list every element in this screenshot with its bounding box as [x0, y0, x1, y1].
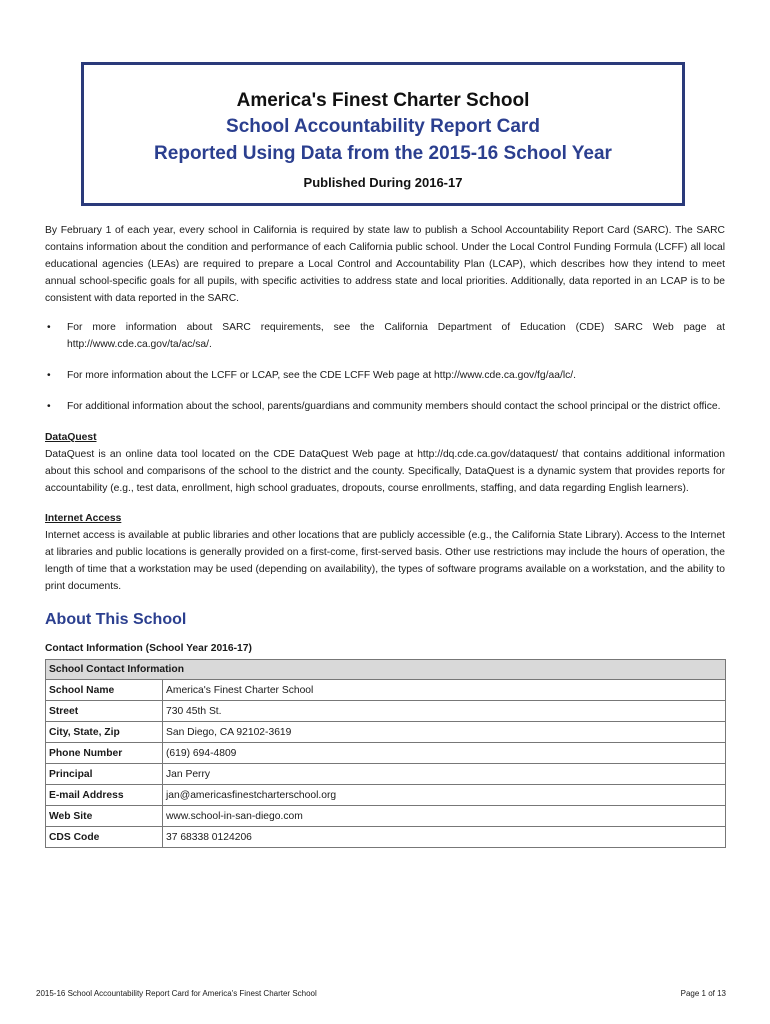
- bullet-contact-info: [45, 398, 725, 415]
- row-label: Phone Number: [46, 743, 163, 764]
- dataquest-text: DataQuest is an online data tool located on the CDE DataQuest Web page at http://dq.cde.ca.gov/dataquest/ that contains additional information about this school and comparisons of the school to the district and the county. Specifically, DataQuest is a dynamic system that provides reports for accountability (e.g., test data, enrollment, high school graduates, dropouts, course enrollments, staffing, and data regarding English learners).: [45, 449, 725, 494]
- table-row: [46, 680, 726, 701]
- row-value: 37 68338 0124206: [163, 827, 726, 848]
- document-body: [45, 222, 725, 848]
- internet-access-heading: Internet Access: [45, 513, 122, 524]
- table-row: [46, 806, 726, 827]
- title-box: [81, 62, 685, 206]
- contact-info-table: [45, 659, 726, 848]
- table-row: [46, 827, 726, 848]
- row-label: CDS Code: [46, 827, 163, 848]
- bullet-text: For more information about the LCFF or LCAP, see the CDE LCFF Web page at http://www.cde.ca.gov/fg/aa/lc/.: [67, 370, 576, 381]
- row-label: Principal: [46, 764, 163, 785]
- bullet-icon: •: [47, 322, 51, 333]
- row-value: America's Finest Charter School: [163, 680, 726, 701]
- school-name-title: America's Finest Charter School: [236, 90, 530, 111]
- row-label: E-mail Address: [46, 785, 163, 806]
- row-value: San Diego, CA 92102-3619: [163, 722, 726, 743]
- row-value: 730 45th St.: [163, 701, 726, 722]
- dataquest-heading: DataQuest: [45, 432, 97, 443]
- bullet-text: For additional information about the school, parents/guardians and community members should contact the school principal or the district office.: [67, 401, 721, 412]
- row-label: City, State, Zip: [46, 722, 163, 743]
- report-title: School Accountability Report Card: [226, 116, 540, 137]
- table-row: [46, 785, 726, 806]
- row-value: jan@americasfinestcharterschool.org: [163, 785, 726, 806]
- footer-document-title: 2015-16 School Accountability Report Card for America's Finest Charter School: [36, 989, 317, 998]
- table-row: [46, 722, 726, 743]
- page-footer: [36, 989, 726, 998]
- internet-access-text: Internet access is available at public libraries and other locations that are publicly accessible (e.g., the California State Library). Access to the Internet at libraries and public locations is generally provided on a first-come, first-served basis. Other use restrictions may include the hours of operation, the length of time that a workstation may be used (depending on availability), the types of software programs available on a workstation, and the ability to print documents.: [45, 530, 725, 592]
- row-label: School Name: [46, 680, 163, 701]
- bullet-icon: •: [47, 401, 51, 412]
- row-label: Street: [46, 701, 163, 722]
- table-header-row: [46, 660, 726, 680]
- bullet-text: For more information about SARC requirements, see the California Department of Education (CDE) SARC Web page at http://www.cde.ca.gov/ta/ac/sa/.: [67, 322, 725, 350]
- bullet-icon: •: [47, 370, 51, 381]
- row-value: (619) 694-4809: [163, 743, 726, 764]
- row-label: Web Site: [46, 806, 163, 827]
- contact-info-caption: Contact Information (School Year 2016-17): [45, 643, 252, 654]
- table-row: [46, 764, 726, 785]
- about-school-heading: About This School: [45, 611, 187, 628]
- table-header: School Contact Information: [46, 660, 726, 680]
- row-value: www.school-in-san-diego.com: [163, 806, 726, 827]
- page-number: Page 1 of 13: [680, 989, 726, 998]
- intro-paragraph: By February 1 of each year, every school in California is required by state law to publish a School Accountability Report Card (SARC). The SARC contains information about the condition and performance of each California public school. Under the Local Control Funding Formula (LCFF) all local educational agencies (LEAs) are required to prepare a Local Control and Accountability Plan (LCAP), which describes how they intend to meet annual school-specific goals for all pupils, with specific activities to address state and local priorities. Additionally, data reported in an LCAP is to be consistent with data reported in the SARC.: [45, 225, 725, 304]
- table-row: [46, 743, 726, 764]
- bullet-lcff-info: [45, 367, 725, 384]
- row-value: Jan Perry: [163, 764, 726, 785]
- bullet-sarc-info: [45, 319, 725, 353]
- info-bullet-list: [45, 319, 725, 415]
- published-date: Published During 2016-17: [303, 175, 463, 190]
- data-year-title: Reported Using Data from the 2015-16 School Year: [154, 143, 612, 164]
- table-row: [46, 701, 726, 722]
